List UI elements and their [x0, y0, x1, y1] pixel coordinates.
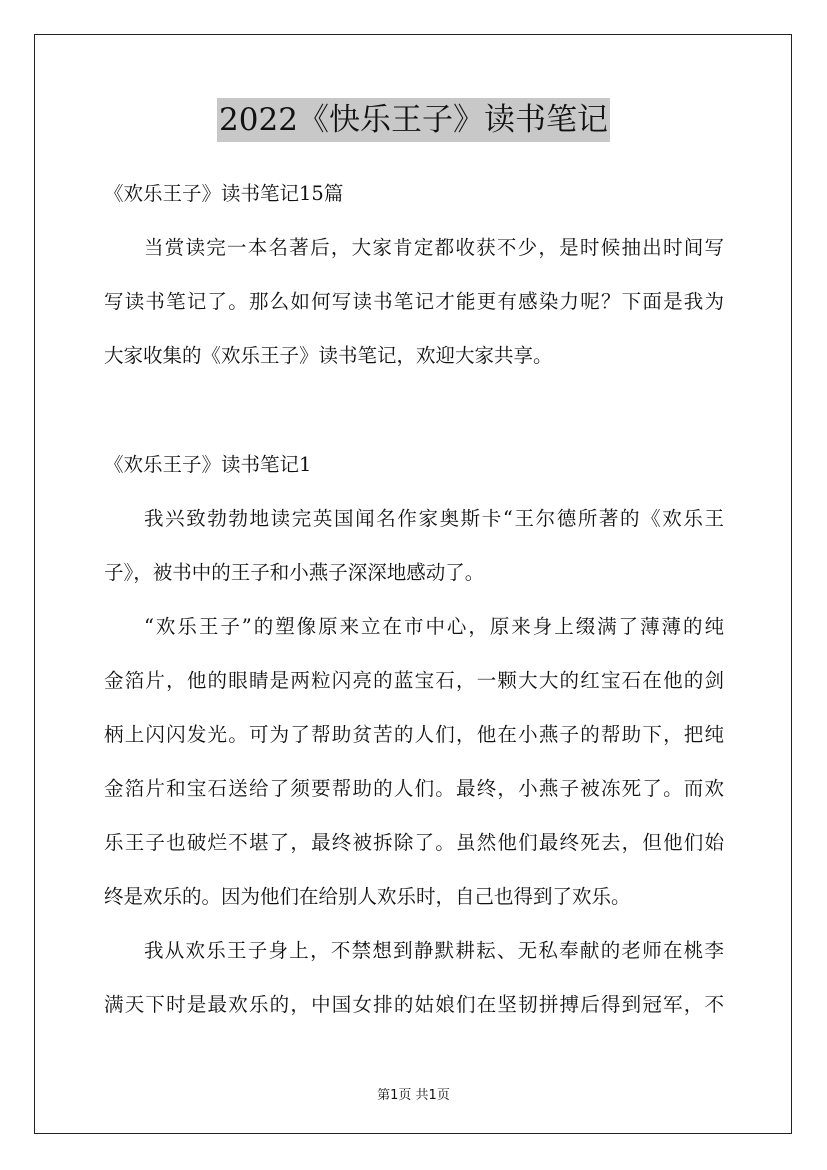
intro-line-3: 大家收集的《欢乐王子》读书笔记，欢迎大家共享。	[104, 344, 553, 367]
para2-line-4: 金箔片和宝石送给了须要帮助的人们。最终，小燕子被冻死了。而欢	[104, 777, 724, 800]
intro-line-2: 写读书笔记了。那么如何写读书笔记才能更有感染力呢？下面是我为	[104, 290, 724, 313]
para1-line-1: 我兴致勃勃地读完英国闻名作家奥斯卡“王尔德所著的《欢乐王	[144, 507, 724, 530]
intro-line-1: 当赏读完一本名著后，大家肯定都收获不少，是时候抽出时间写	[144, 236, 724, 259]
para1-line-2: 子》，被书中的王子和小燕子深深地感动了。	[104, 561, 485, 584]
para2-line-2: 金箔片，他的眼睛是两粒闪亮的蓝宝石，一颗大大的红宝石在他的剑	[104, 669, 724, 692]
document-title: 2022《快乐王子》读书笔记	[217, 98, 610, 142]
para3-line-1: 我从欢乐王子身上，不禁想到静默耕耘、无私奉献的老师在桃李	[144, 939, 724, 962]
para2-line-1: “欢乐王子”的塑像原来立在市中心，原来身上缀满了薄薄的纯	[144, 615, 724, 638]
para3-line-2: 满天下时是最欢乐的，中国女排的姑娘们在坚韧拼搏后得到冠军，不	[104, 993, 724, 1016]
section-heading: 《欢乐王子》读书笔记1	[104, 453, 312, 476]
para2-line-5: 乐王子也破烂不堪了，最终被拆除了。虽然他们最终死去，但他们始	[104, 831, 724, 854]
title-container	[0, 98, 827, 142]
page-footer: 第1页 共1页	[377, 1088, 450, 1103]
subtitle: 《欢乐王子》读书笔记15篇	[104, 182, 344, 205]
para2-line-6: 终是欢乐的。因为他们在给别人欢乐时，自己也得到了欢乐。	[104, 885, 631, 908]
para2-line-3: 柄上闪闪发光。可为了帮助贫苦的人们，他在小燕子的帮助下，把纯	[104, 723, 724, 746]
